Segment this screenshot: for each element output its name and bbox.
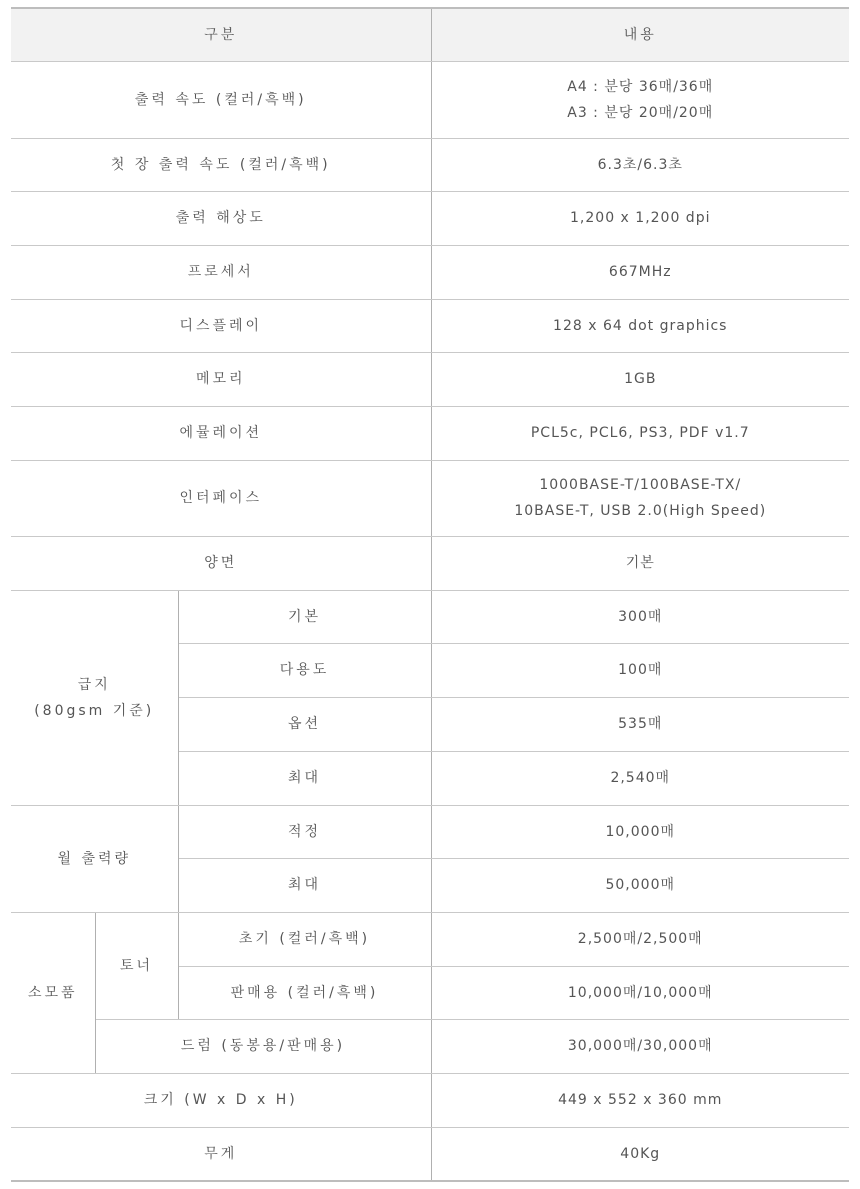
- row-label: 프로세서: [11, 245, 431, 299]
- group-label-paper: [11, 590, 178, 805]
- row-label: 디스플레이: [11, 299, 431, 352]
- row-value: 2,540매: [431, 751, 849, 805]
- table-row: [11, 352, 849, 406]
- value-line: 1000BASE-T/100BASE-TX/: [539, 477, 742, 493]
- row-value: 기본: [431, 536, 849, 590]
- row-label: 출력 해상도: [11, 191, 431, 245]
- row-value: 2,500매/2,500매: [431, 912, 849, 966]
- row-value: 40Kg: [431, 1127, 849, 1181]
- table-row: [11, 61, 849, 138]
- row-value: 667MHz: [431, 245, 849, 299]
- table-row: [11, 590, 849, 643]
- row-label: 무게: [11, 1127, 431, 1181]
- row-label: 첫 장 출력 속도 (컬러/흑백): [11, 138, 431, 191]
- row-value: 535매: [431, 697, 849, 751]
- row-label: 인터페이스: [11, 460, 431, 536]
- row-label: 판매용 (컬러/흑백): [178, 966, 431, 1019]
- row-label: 양면: [11, 536, 431, 590]
- group-label-toner: 토너: [95, 912, 178, 1019]
- table-row: [11, 1073, 849, 1127]
- table-row: [11, 138, 849, 191]
- row-label: 적정: [178, 805, 431, 858]
- row-value: 100매: [431, 643, 849, 697]
- row-value: 449 x 552 x 360 mm: [431, 1073, 849, 1127]
- table-row: [11, 245, 849, 299]
- row-value: 128 x 64 dot graphics: [431, 299, 849, 352]
- value-line: A4 : 분당 36매/36매: [567, 78, 714, 95]
- row-value: 50,000매: [431, 858, 849, 912]
- row-value: 10,000매: [431, 805, 849, 858]
- header-content: 내용: [431, 8, 849, 61]
- row-label: 크기 (W x D x H): [11, 1073, 431, 1127]
- row-value: 300매: [431, 590, 849, 643]
- row-label: 다용도: [178, 643, 431, 697]
- table-header-row: [11, 8, 849, 61]
- row-label: 최대: [178, 751, 431, 805]
- group-label-line: (80gsm 기준): [34, 702, 155, 719]
- group-label-monthly: 월 출력량: [11, 805, 178, 912]
- row-label: 옵션: [178, 697, 431, 751]
- table-row: [11, 299, 849, 352]
- group-label-line: 급지: [77, 676, 111, 693]
- row-value: 1,200 x 1,200 dpi: [431, 191, 849, 245]
- table-row: [11, 805, 849, 858]
- row-label: 초기 (컬러/흑백): [178, 912, 431, 966]
- row-value: PCL5c, PCL6, PS3, PDF v1.7: [431, 406, 849, 460]
- value-line: A3 : 분당 20매/20매: [567, 104, 714, 121]
- row-value: [431, 460, 849, 536]
- row-value: 1GB: [431, 352, 849, 406]
- row-value: [431, 61, 849, 138]
- row-value: 10,000매/10,000매: [431, 966, 849, 1019]
- header-category: 구분: [11, 8, 431, 61]
- table-row: [11, 460, 849, 536]
- row-label: 최대: [178, 858, 431, 912]
- table-row: [11, 406, 849, 460]
- table-row: [11, 1019, 849, 1073]
- row-value: 6.3초/6.3초: [431, 138, 849, 191]
- group-label-consumables: 소모품: [11, 912, 95, 1073]
- row-label: 출력 속도 (컬러/흑백): [11, 61, 431, 138]
- table-row: [11, 912, 849, 966]
- table-row: [11, 536, 849, 590]
- row-label: 드럼 (동봉용/판매용): [95, 1019, 431, 1073]
- table-row: [11, 191, 849, 245]
- row-label: 에뮬레이션: [11, 406, 431, 460]
- value-line: 10BASE-T, USB 2.0(High Speed): [514, 503, 767, 519]
- row-label: 기본: [178, 590, 431, 643]
- spec-table: [11, 7, 849, 1182]
- row-value: 30,000매/30,000매: [431, 1019, 849, 1073]
- row-label: 메모리: [11, 352, 431, 406]
- table-row: [11, 1127, 849, 1181]
